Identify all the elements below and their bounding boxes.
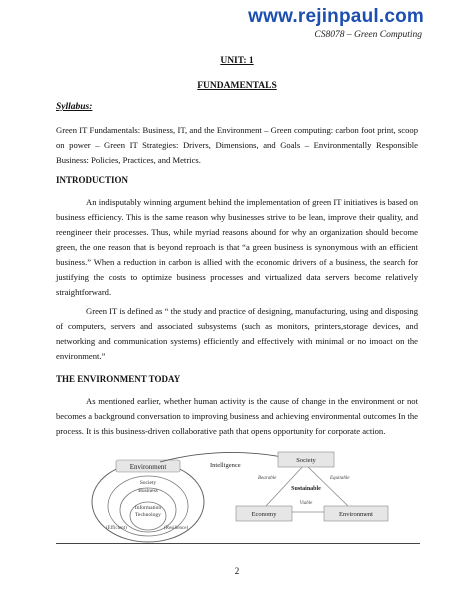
introduction-paragraph-2: Green IT is defined as “ the study and practice of designing, manufacturing, using and disposing of computers, servers and associated subsystems (such as monitors, printers,storage devices, and networking and communication systems) efficiently and effectively with minimal or no imoact on the environment.”: [56, 306, 418, 361]
fig-right-viable-label: Viable: [299, 501, 313, 506]
fig-right-economy-box: Economy: [251, 511, 277, 518]
fig-left-resilience-label: (Resilience): [164, 526, 189, 531]
fig-right-equitable-label: Equitable: [330, 476, 350, 481]
fig-left-it-line2: Technology: [135, 512, 161, 518]
introduction-paragraph-1: An indisputably winning argument behind the implementation of green IT initiatives is based on business efficiency. This is the same reason why businesses strive to be lean, improve their quality, and reengineer their processes. Thus, while myriad reasons abound for why an organization should become green, the one reason that is beyond reproach is that “a green business is synonymous with an efficient business.” When a reduction in carbon is allied with the economic drivers of a business, the search for justifying the costs to optimize business processes and virtualized data servers become relatively straightforward.: [56, 197, 418, 297]
fig-right-environment-box: Environment: [339, 511, 373, 518]
green-it-figure: [90, 446, 400, 552]
header-url[interactable]: www.rejinpaul.com: [248, 6, 424, 27]
header-subtitle: CS8078 – Green Computing: [314, 30, 422, 40]
page-number: 2: [234, 566, 240, 576]
environment-today-heading: THE ENVIRONMENT TODAY: [56, 374, 181, 384]
fig-right-society-box: Society: [296, 457, 316, 464]
syllabus-heading: Syllabus:: [56, 102, 93, 112]
intelligence-arrow: [160, 452, 296, 462]
fig-left-business-label: Business: [138, 488, 158, 494]
unit-title: UNIT: 1: [220, 56, 254, 66]
fig-left-environment-label: Environment: [129, 463, 167, 471]
fig-left-efficient-label: (Efficient): [106, 526, 127, 531]
fig-intelligence-label: Intelligence: [210, 462, 241, 469]
chapter-title: FUNDAMENTALS: [197, 81, 277, 91]
introduction-heading: INTRODUCTION: [56, 175, 129, 185]
syllabus-text: Green IT Fundamentals: Business, IT, and the Environment – Green computing: carbon foot print, scoop on power – Green IT Strategies: Drivers, Dimensions, and Goals – Environmentally Responsible Business: Policies, Practices, and Metrics.: [56, 125, 418, 165]
footer-rule: [56, 543, 420, 544]
fig-left-society-label: Society: [139, 480, 157, 486]
fig-left-it-line1: Information: [134, 505, 162, 511]
environment-today-paragraph: As mentioned earlier, whether human activity is the cause of change in the environment or not becomes a background conversation to improving business and achieving environmental outcomes In the process. It is this business-driven collaborative path that opens opportunity for corporate action.: [56, 396, 418, 436]
fig-right-bearable-label: Bearable: [258, 476, 277, 481]
fig-right-sustainable-label: Sustainable: [291, 486, 321, 492]
